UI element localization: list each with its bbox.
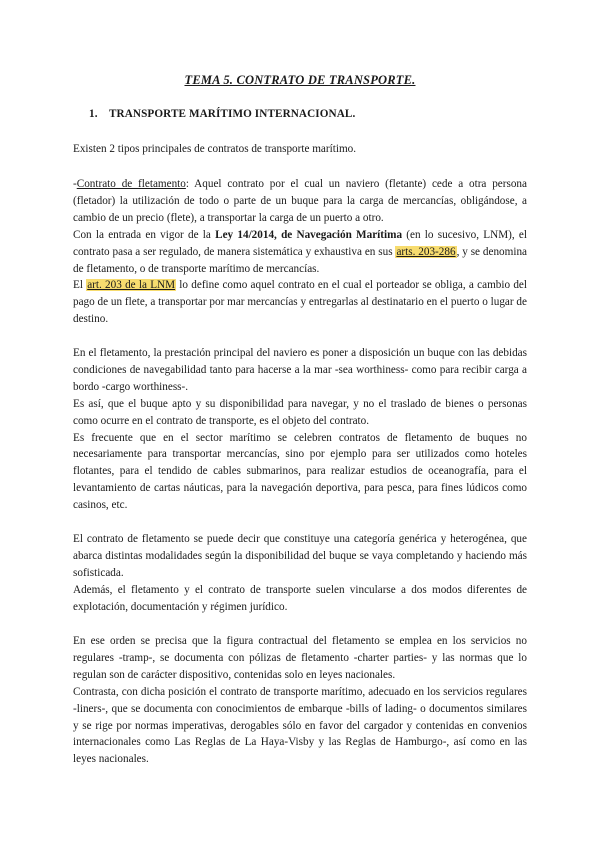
paragraph-tramp: En ese orden se precisa que la figura contractual del fletamento se emplea en los servicios no regulares -tramp-, se documenta con pólizas de fletamento -charter parties- y las normas que lo regulan son de carácter dispositivo, contenidas solo en leyes nacionales.: [73, 635, 527, 681]
definitions-block: [73, 176, 527, 328]
term-contrato-fletamento: Contrato de fletamento: [76, 178, 186, 190]
text-run: El: [73, 279, 87, 292]
section-label: TRANSPORTE MARÍTIMO INTERNACIONAL.: [109, 108, 356, 120]
intro-text: Existen 2 tipos principales de contratos de transporte marítimo.: [73, 143, 357, 155]
text-run: lo define como aquel contrato en el cual el porteador se obliga, a cambio del pago de un flete, a transportar por mar mercancías y entregarlas al destinatario en el puerto o lugar de destino.: [73, 279, 527, 326]
paragraph-categoria: El contrato de fletamento se puede decir que constituye una categoría genérica y heterogénea, que abarca distintas modalidades según la disponibilidad del buque se vaya completando y haciendo más sofisticada.: [73, 533, 527, 579]
section-number: 1.: [89, 108, 98, 120]
highlight-arts-203-286: arts. 203-286: [396, 245, 456, 258]
intro-paragraph: [73, 141, 527, 158]
paragraph-modos: Además, el fletamento y el contrato de transporte suelen vincularse a dos modos diferentes de explotación, documentación y régimen jurídico.: [73, 583, 527, 613]
section-heading: [89, 108, 355, 120]
paragraph-art-203: [73, 277, 527, 328]
block-prestacion: [73, 345, 527, 514]
paragraph-prestacion: En el fletamento, la prestación principal del naviero es poner a disposición un buque con las debidas condiciones de navegabilidad tanto para hacerse a la mar -sea worthiness- como para recibir carga a bordo -cargo worthiness-.: [73, 347, 527, 393]
paragraph-lnm: [73, 227, 527, 278]
fletamento-definition: : Aquel contrato por el cual un naviero (fletante) cede a otra persona (fletador) la utilización de todo o parte de un buque para la carga de mercancías, obligándose, a cambio de un precio (flete), a transportar la carga de un puerto a otro.: [73, 178, 527, 224]
highlight-art-203: art. 203 de la LNM: [87, 279, 176, 292]
page-title: TEMA 5. CONTRATO DE TRANSPORTE.: [184, 73, 416, 87]
text-run: , y se denomina de fletamento, o de transporte marítimo de mercancías.: [73, 245, 528, 275]
dash-prefix: -: [73, 178, 77, 190]
block-categoria: [73, 531, 527, 616]
paragraph-liners: Contrasta, con dicha posición el contrato de transporte marítimo, adecuado en los servicios regulares -liners-, que se documenta con conocimientos de embarque -bills of lading- o documentos similares y se rige por normas imperativas, derogables sólo en favor del cargador y contenidas en convenios internacionales como Las Reglas de La Haya-Visby y las Reglas de Hamburgo-, así como en las leyes nacionales.: [73, 685, 527, 766]
block-regimen: [73, 633, 527, 768]
paragraph-fletamento: [73, 176, 527, 227]
law-reference: Ley 14/2014, de Navegación Marítima: [215, 228, 403, 241]
paragraph-usos: Es frecuente que en el sector marítimo se celebren contratos de fletamento de buques no necesariamente para transportar mercancías, sino por ejemplo para ser utilizados como hoteles flotantes, para el tendido de cables submarinos, para realizar estudios de oceanografía, para el levantamiento de cartas náuticas, para la navegación deportiva, para pesca, para fines lúdicos como casinos, etc.: [73, 431, 527, 512]
text-run: Con la entrada en vigor de la: [73, 228, 216, 241]
paragraph-objeto: Es así, que el buque apto y su disponibilidad para navegar, y no el traslado de bienes o personas como ocurre en el contrato de transporte, es el objeto del contrato.: [73, 397, 527, 427]
text-run: (en lo sucesivo, LNM), el contrato pasa a ser regulado, de manera sistemática y exhaustiva en sus: [73, 228, 528, 258]
